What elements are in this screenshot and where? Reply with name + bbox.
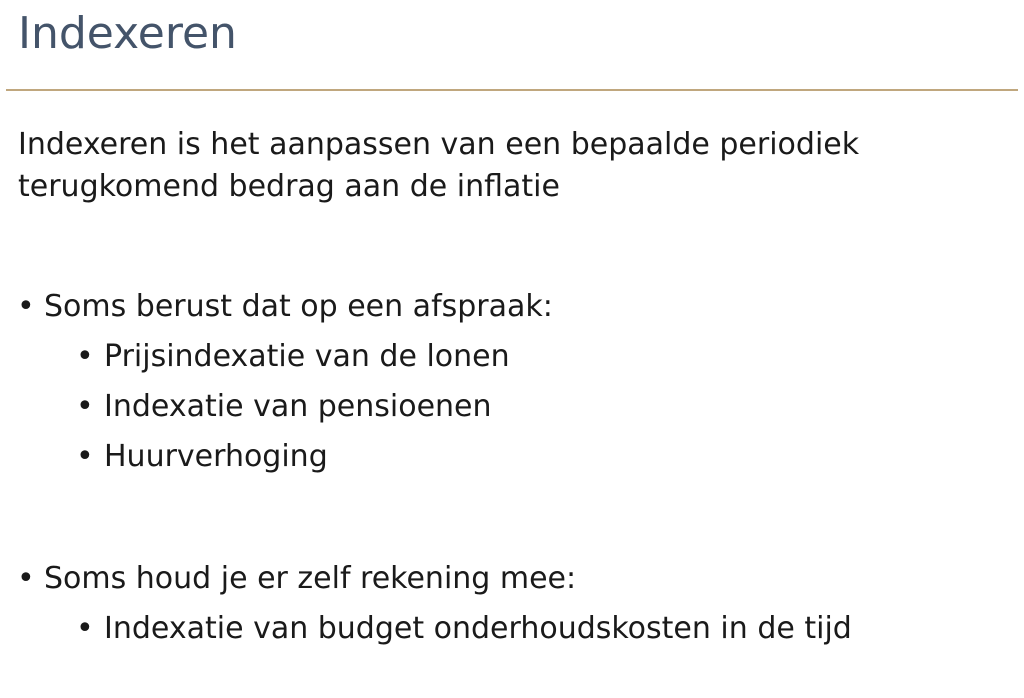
sub-bullet-item [0,382,1024,432]
bullet-dot-icon: • [76,389,94,424]
bullet-group-agreement [0,282,1024,482]
bullet-dot-icon: • [76,611,94,646]
sub-bullet-item [0,332,1024,382]
bullet-heading [0,554,1024,604]
bullet-heading-text: Soms houd je er zelf rekening mee: [44,561,577,596]
sub-bullet-text: Indexatie van budget onderhoudskosten in de tijd [104,611,852,646]
sub-bullet-text: Huurverhoging [104,439,328,474]
bullet-heading-text: Soms berust dat op een afspraak: [44,289,553,324]
sub-bullet-text: Indexatie van pensioenen [104,389,492,424]
bullet-dot-icon: • [17,561,35,596]
sub-bullet-item [0,432,1024,482]
bullet-heading [0,282,1024,332]
bullet-dot-icon: • [76,439,94,474]
bullet-dot-icon: • [76,339,94,374]
bullet-dot-icon: • [17,289,35,324]
sub-bullet-item [0,604,1024,654]
title-divider [6,89,1018,91]
bullet-group-self [0,554,1024,654]
intro-text: Indexeren is het aanpassen van een bepaalde periodiek terugkomend bedrag aan de inflatie [18,127,860,204]
sub-bullet-text: Prijsindexatie van de lonen [104,339,510,374]
slide-title: Indexeren [18,8,237,59]
